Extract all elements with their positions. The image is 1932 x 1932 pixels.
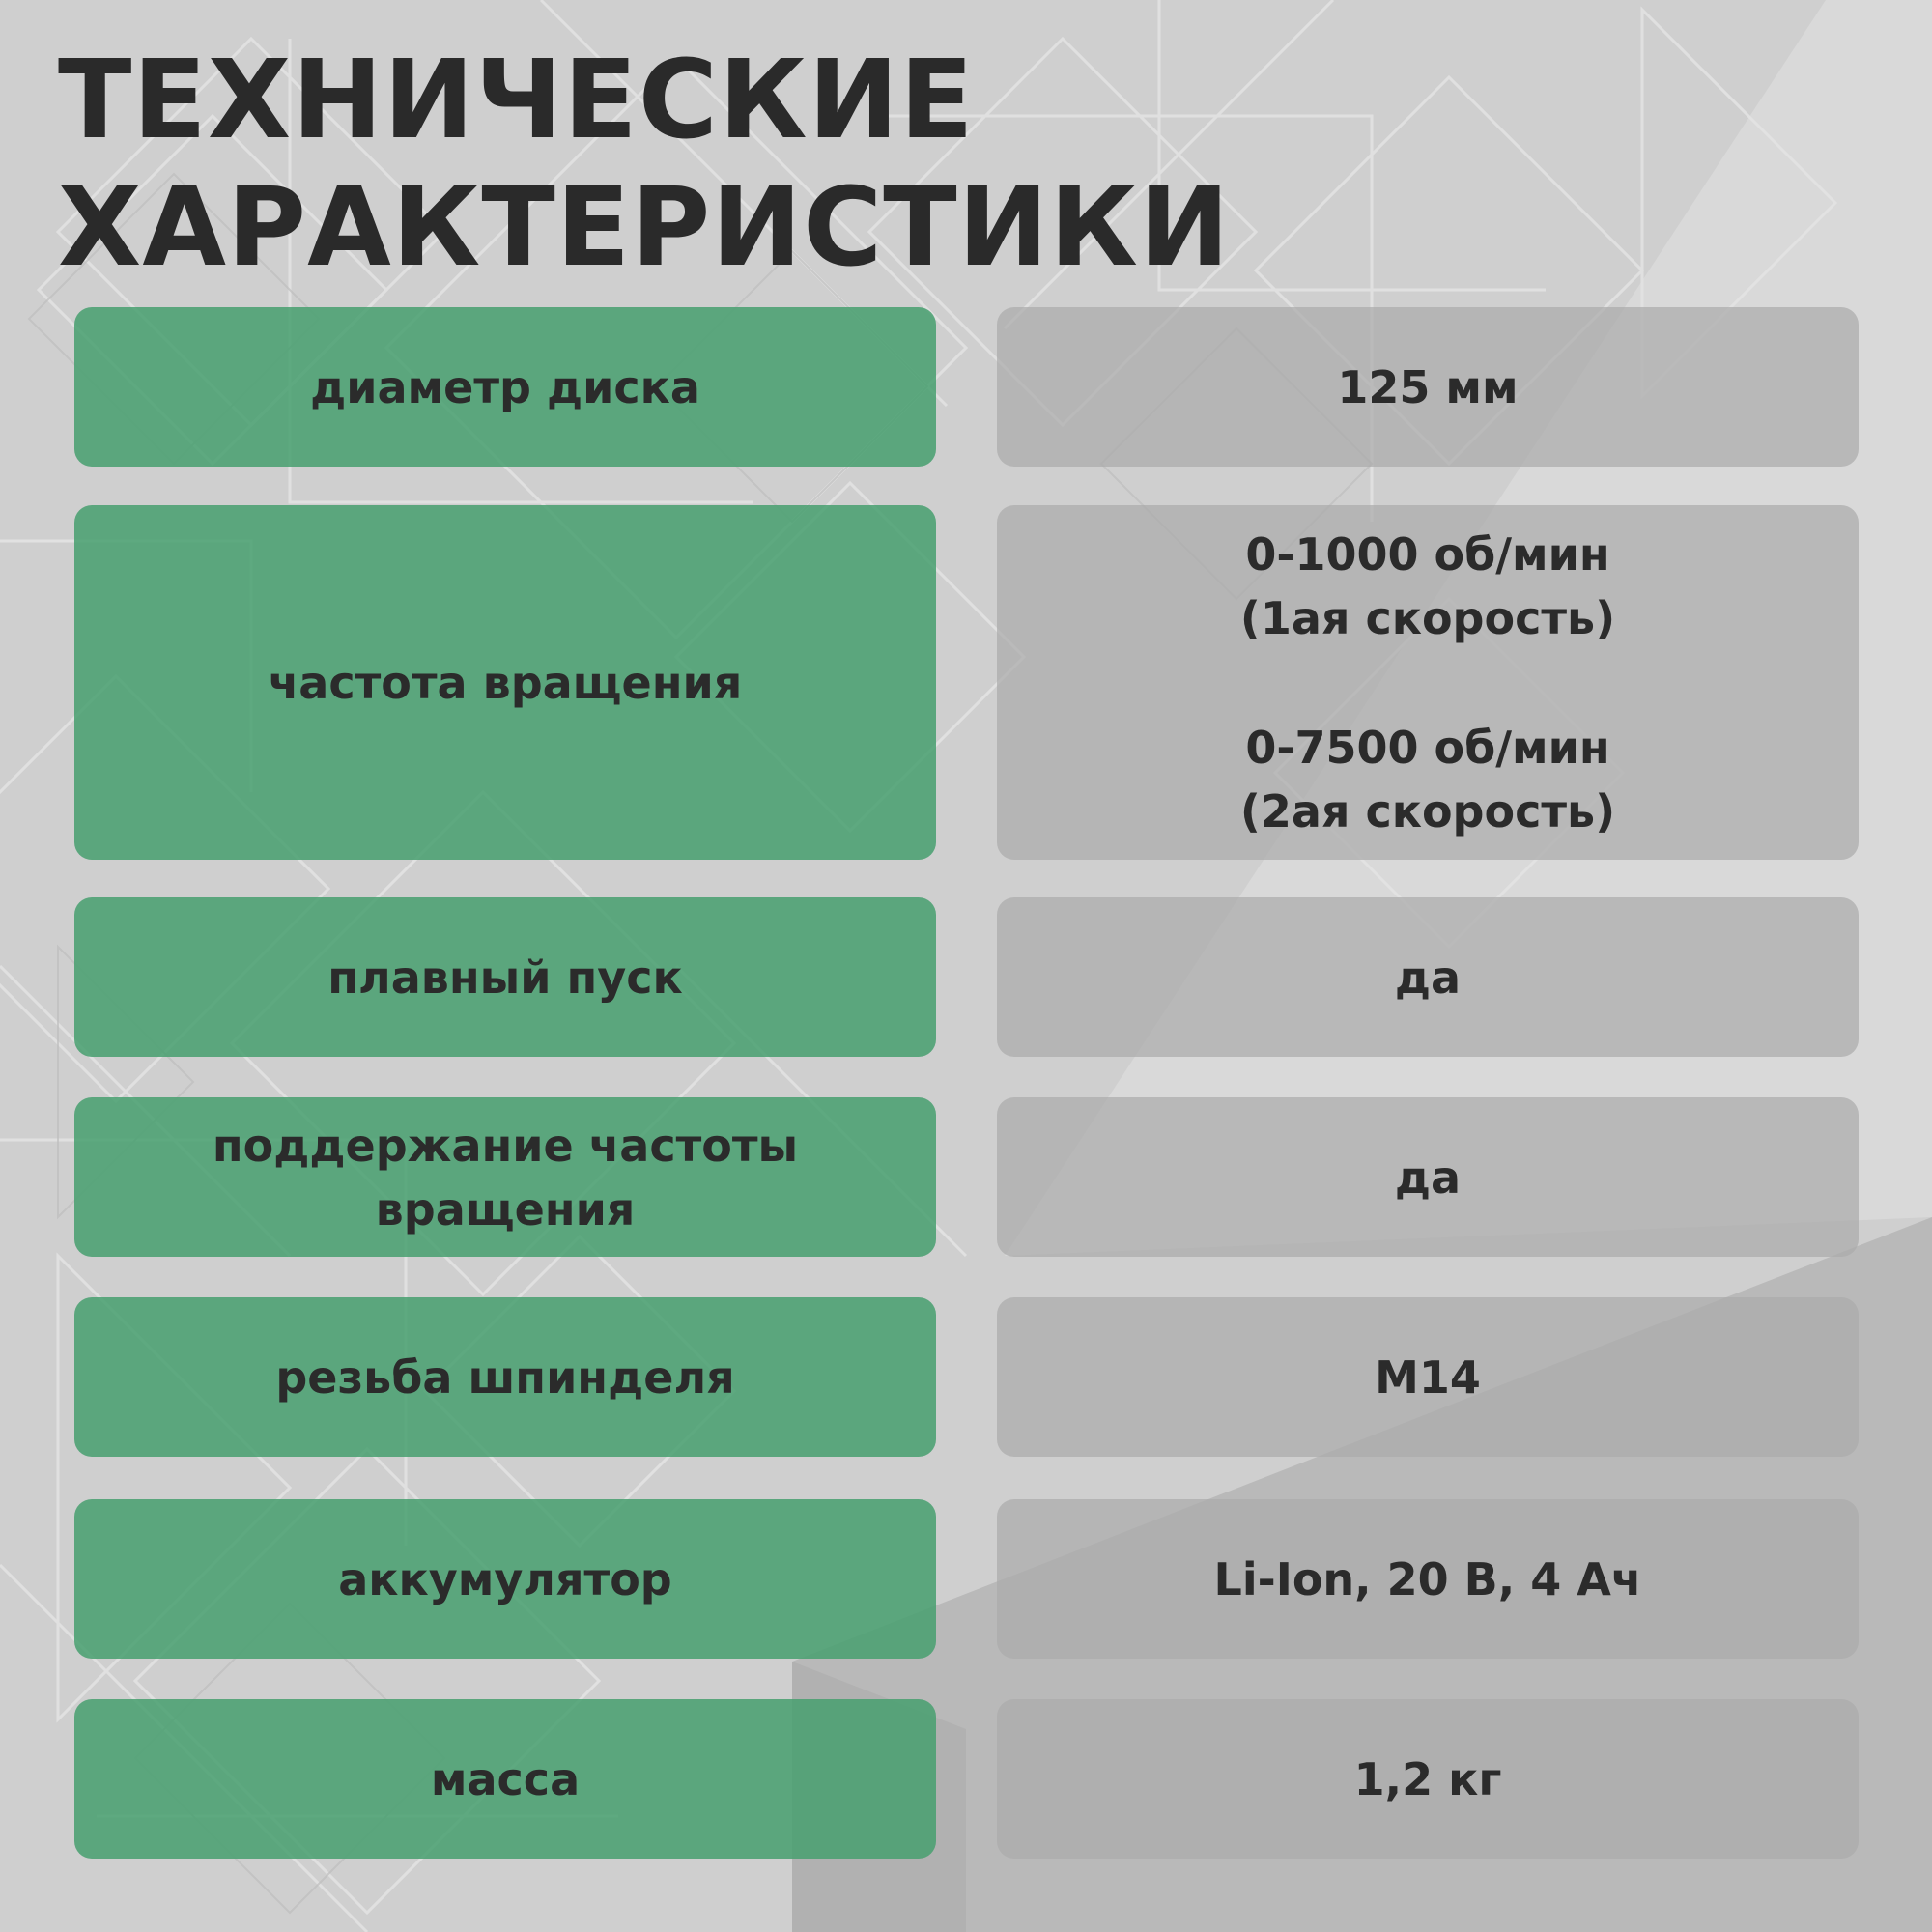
spec-label-line-2: вращения [375,1182,636,1236]
spec-value-line-2: (1ая скорость) [1239,591,1616,644]
spec-row-spindle-thread [0,1297,1932,1457]
page-title [58,37,1231,292]
spec-row-battery [0,1499,1932,1659]
spec-value [997,1699,1859,1859]
spec-row-disc-diameter [0,307,1932,467]
spec-value-text: да [1394,951,1462,1004]
spec-label [74,1699,936,1859]
spec-label-line-1: поддержание частоты [212,1119,799,1172]
spec-label-text: масса [430,1752,581,1805]
spec-value [997,307,1859,467]
spec-value-text: 125 мм [1337,360,1519,413]
spec-row-speed-maintenance [0,1097,1932,1257]
spec-label-text: плавный пуск [327,951,683,1004]
spec-value-text: M14 [1375,1350,1481,1404]
spec-label [74,307,936,467]
page-title-line-1: ТЕХНИЧЕСКИЕ [58,38,975,163]
spec-value-line-1: 0-1000 об/мин [1245,527,1610,581]
spec-value [997,505,1859,860]
spec-value-text: Li-Ion, 20 В, 4 Ач [1213,1552,1642,1605]
spec-value [997,1499,1859,1659]
spec-label [74,1097,936,1257]
spec-row-weight [0,1699,1932,1859]
spec-label-text: резьба шпинделя [275,1350,735,1404]
spec-value-text: да [1394,1151,1462,1204]
spec-label-text: частота вращения [268,656,743,709]
spec-value [997,897,1859,1057]
spec-value-line-4: (2ая скорость) [1239,784,1616,838]
spec-label-text: диаметр диска [310,360,700,413]
spec-label [74,1499,936,1659]
spec-label-text: аккумулятор [338,1552,672,1605]
spec-row-soft-start [0,897,1932,1057]
spec-label [74,505,936,860]
spec-value [997,1297,1859,1457]
spec-value-line-3: 0-7500 об/мин [1245,721,1610,774]
spec-value-text: 1,2 кг [1353,1752,1502,1805]
spec-label [74,1297,936,1457]
page-title-line-2: ХАРАКТЕРИСТИКИ [58,165,1231,291]
spec-value [997,1097,1859,1257]
spec-label [74,897,936,1057]
spec-row-rotation-speed [0,505,1932,860]
